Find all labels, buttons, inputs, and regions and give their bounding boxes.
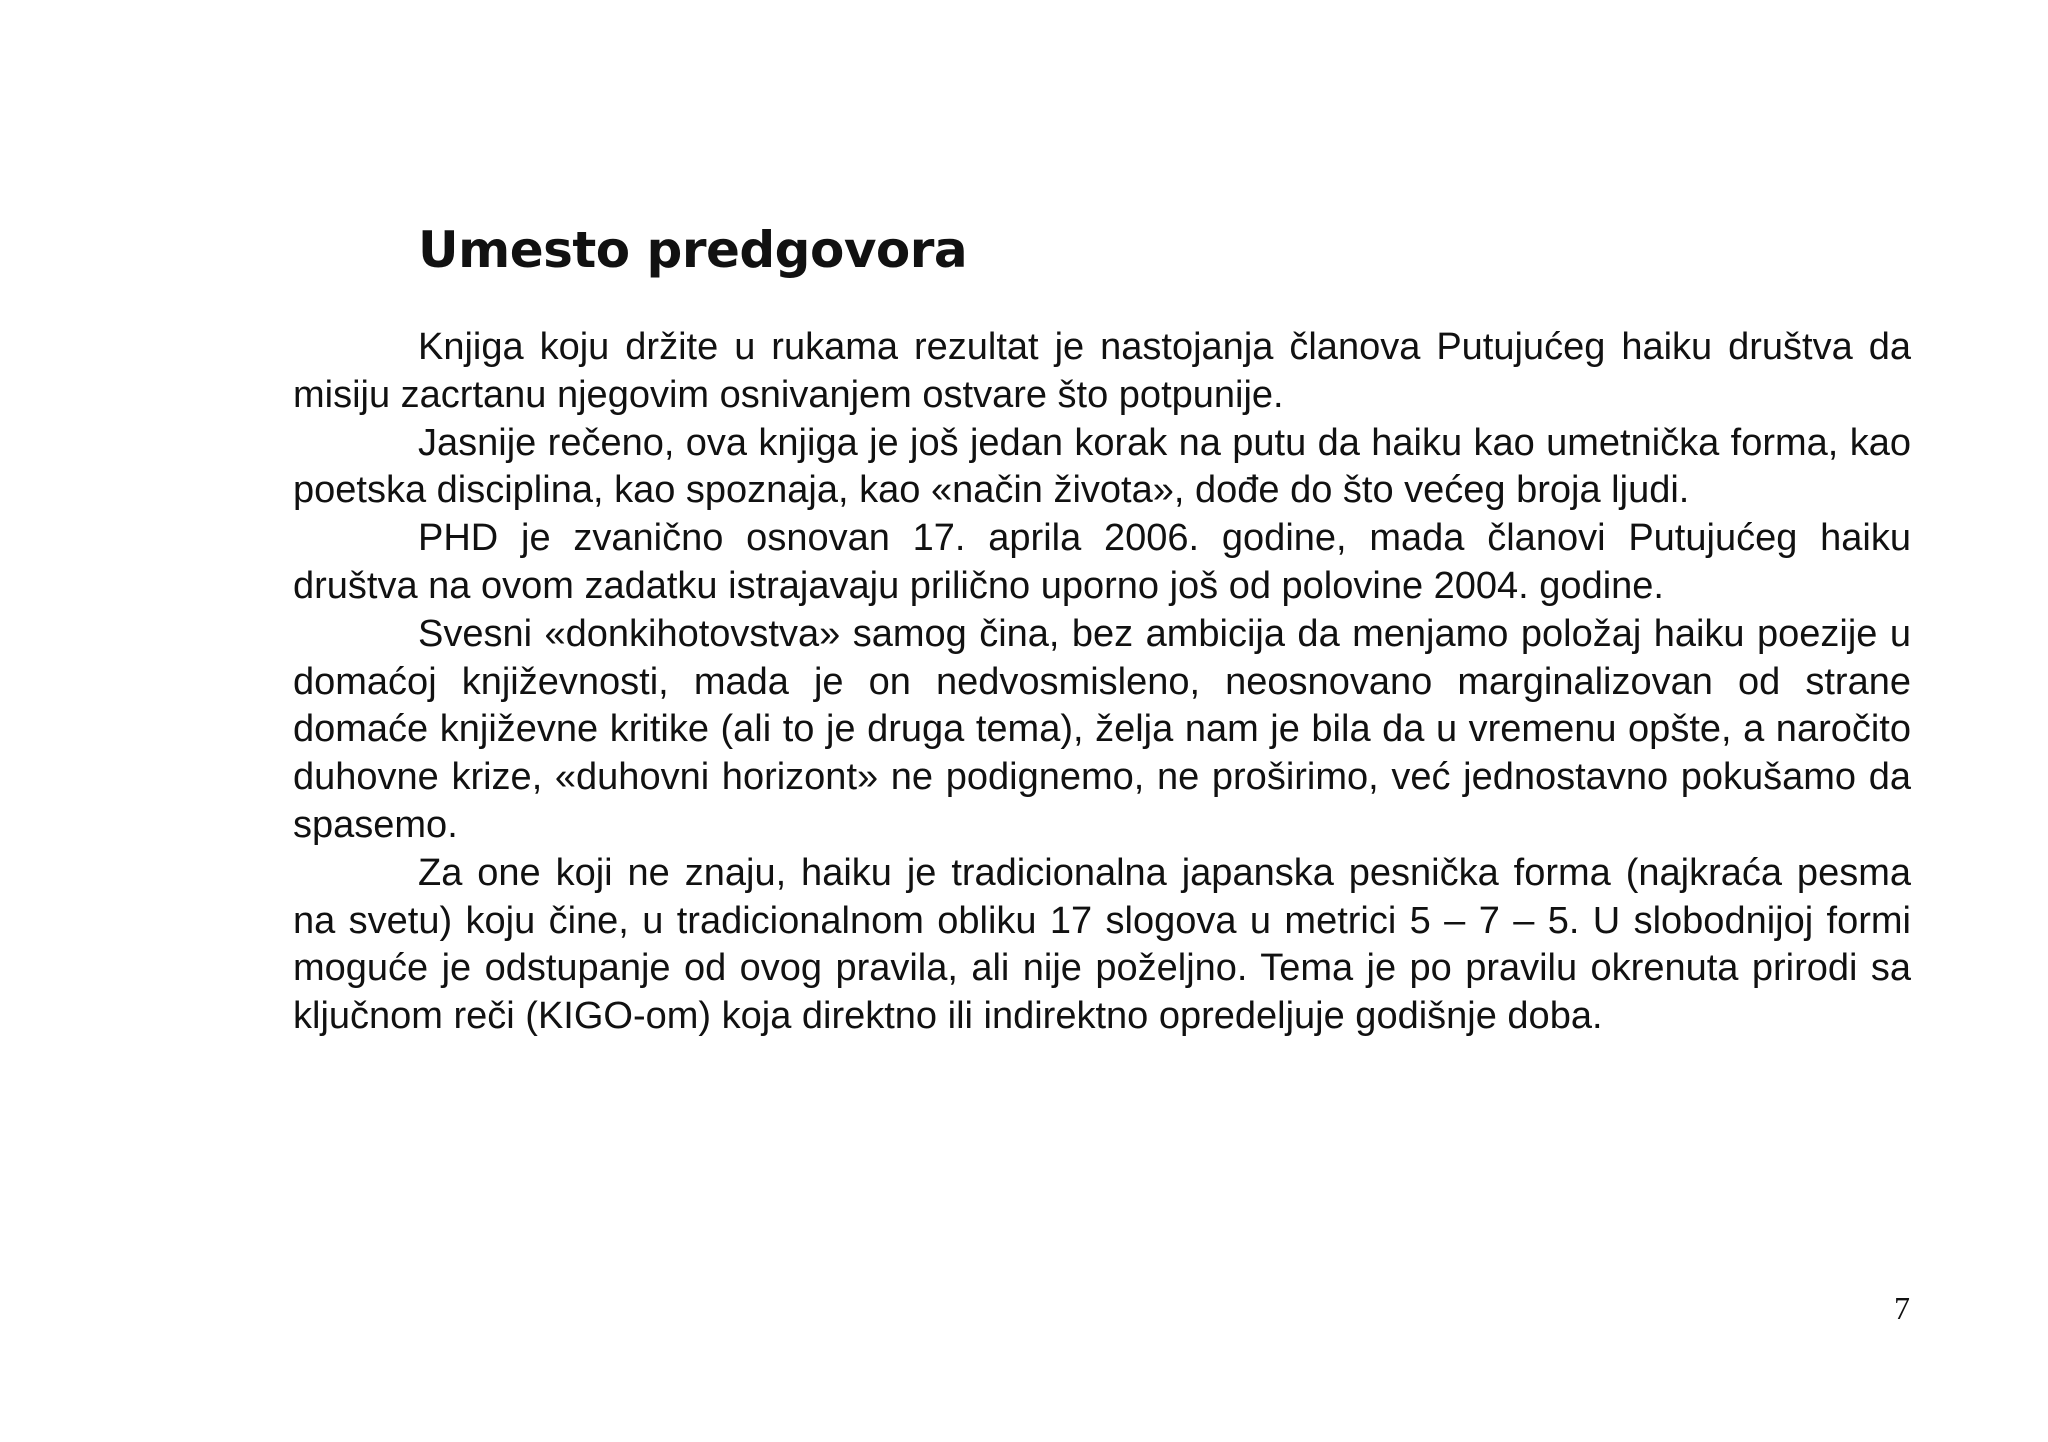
page-number: 7: [1894, 1290, 1910, 1326]
paragraph: Za one koji ne znaju, haiku je tradicionalna japanska pesnička forma (najkraća pesma na svetu) koju čine, u tradicionalnom obliku 17 slogova u metrici 5 – 7 – 5. U slobodnijoj formi moguće je odstupanje od ovog pravila, ali nije poželjno. Tema je po pravilu okrenuta prirodi sa ključnom reči (KIGO-om) koja direktno ili indirektno opredeljuje godišnje doba.: [293, 851, 1911, 1038]
paragraph: Svesni «donkihotovstva» samog čina, bez ambicija da menjamo položaj haiku poezije u domaćoj književnosti, mada je on nedvosmisleno, neosnovano marginalizovan od strane domaće književne kritike (ali to je druga tema), želja nam je bila da u vremenu opšte, a naročito duhovne krize, «duhovni horizont» ne podignemo, ne proširimo, već jednostavno pokušamo da spasemo.: [293, 612, 1911, 846]
paragraph: Knjiga koju držite u rukama rezultat je nastojanja članova Putujućeg haiku društva da misiju zacrtanu njegovim osnivanjem ostvare što potpunije.: [293, 326, 1911, 416]
body-text: [293, 324, 1911, 1041]
page-title: Umesto predgovora: [418, 221, 968, 279]
paragraph: PHD je zvanično osnovan 17. aprila 2006. godine, mada članovi Putujućeg haiku društva na ovom zadatku istrajavaju prilično uporno još od polovine 2004. godine.: [293, 517, 1911, 607]
paragraph: Jasnije rečeno, ova knjiga je još jedan korak na putu da haiku kao umetnička forma, kao poetska disciplina, kao spoznaja, kao «način života», dođe do što većeg broja ljudi.: [293, 421, 1911, 512]
